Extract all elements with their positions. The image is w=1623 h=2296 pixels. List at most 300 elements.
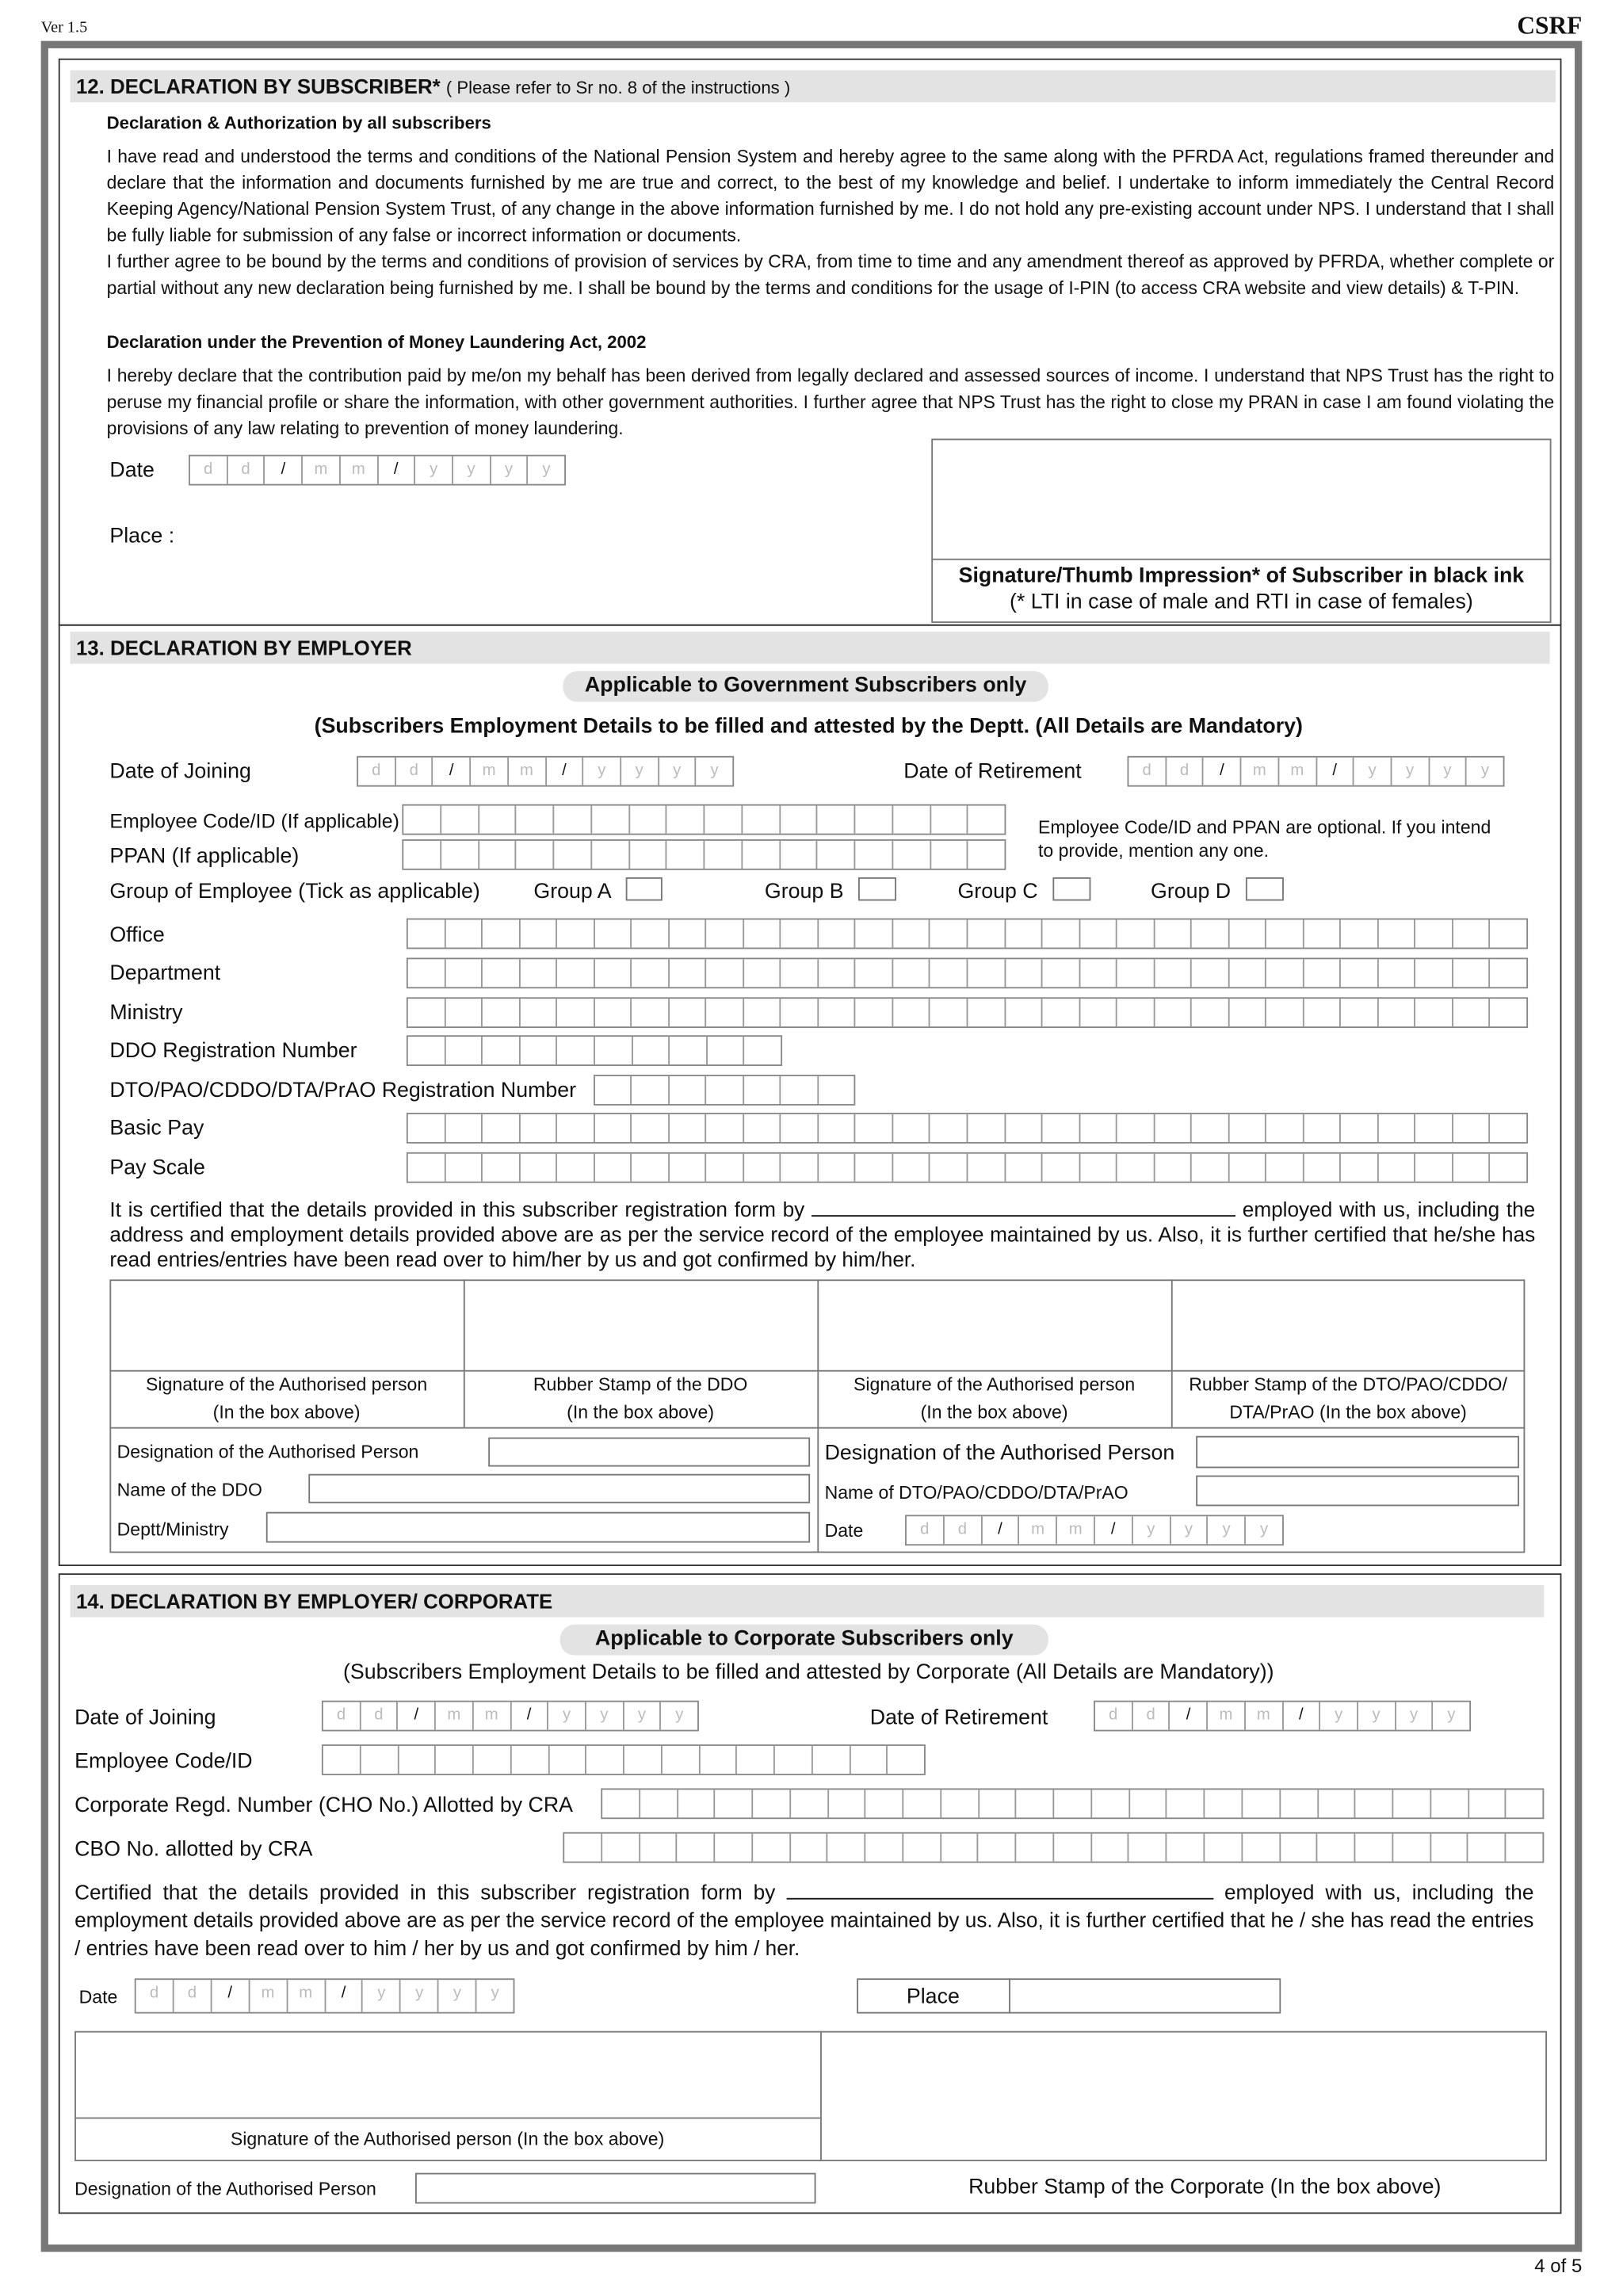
- char-cell[interactable]: [595, 1037, 632, 1064]
- char-cell[interactable]: [564, 1834, 602, 1862]
- char-cell[interactable]: [483, 999, 520, 1026]
- char-cell[interactable]: [1416, 999, 1453, 1026]
- char-cell[interactable]: [930, 959, 968, 987]
- char-cell[interactable]: [441, 841, 479, 869]
- char-cell[interactable]: [408, 959, 445, 987]
- designation-input[interactable]: [415, 2173, 816, 2204]
- dto-signature-box[interactable]: [819, 1281, 1170, 1369]
- char-cell[interactable]: [903, 1790, 941, 1817]
- employee-code-input[interactable]: [402, 804, 1006, 835]
- date-cell[interactable]: y: [453, 457, 491, 484]
- char-cell[interactable]: [1304, 999, 1341, 1026]
- char-cell[interactable]: [744, 999, 781, 1026]
- char-cell[interactable]: [780, 841, 818, 869]
- ddo-registration-input[interactable]: [407, 1035, 782, 1066]
- char-cell[interactable]: [1080, 1154, 1117, 1182]
- char-cell[interactable]: [968, 1154, 1005, 1182]
- char-cell[interactable]: [1043, 920, 1080, 948]
- dto-registration-input[interactable]: [594, 1075, 855, 1106]
- char-cell[interactable]: [1341, 999, 1378, 1026]
- char-cell[interactable]: [594, 1114, 632, 1142]
- date-cell[interactable]: /: [1170, 1702, 1208, 1730]
- char-cell[interactable]: [323, 1746, 361, 1774]
- char-cell[interactable]: [1341, 959, 1378, 987]
- char-cell[interactable]: [1155, 959, 1192, 987]
- char-cell[interactable]: [403, 806, 441, 834]
- date-cell[interactable]: y: [401, 1980, 439, 2012]
- char-cell[interactable]: [893, 999, 930, 1026]
- date-cell[interactable]: /: [546, 758, 583, 785]
- char-cell[interactable]: [445, 920, 483, 948]
- char-cell[interactable]: [483, 959, 520, 987]
- char-cell[interactable]: [517, 806, 555, 834]
- group-d-checkbox[interactable]: [1246, 877, 1284, 901]
- char-cell[interactable]: [1416, 1154, 1453, 1182]
- date-cell[interactable]: y: [584, 758, 621, 785]
- char-cell[interactable]: [1491, 920, 1526, 948]
- date-cell[interactable]: m: [473, 1702, 510, 1730]
- char-cell[interactable]: [408, 1154, 445, 1182]
- date-cell[interactable]: /: [399, 1702, 436, 1730]
- char-cell[interactable]: [1393, 1834, 1431, 1862]
- subscriber-name-blank[interactable]: [786, 1881, 1213, 1900]
- char-cell[interactable]: [1092, 1790, 1130, 1817]
- char-cell[interactable]: [474, 1746, 512, 1774]
- char-cell[interactable]: [1005, 920, 1042, 948]
- char-cell[interactable]: [737, 1746, 775, 1774]
- char-cell[interactable]: [1167, 1790, 1205, 1817]
- char-cell[interactable]: [1453, 1114, 1491, 1142]
- char-cell[interactable]: [1055, 1790, 1093, 1817]
- char-cell[interactable]: [819, 1154, 856, 1182]
- char-cell[interactable]: [520, 1154, 557, 1182]
- date-cell[interactable]: /: [511, 1702, 548, 1730]
- char-cell[interactable]: [629, 841, 667, 869]
- department-input[interactable]: [407, 957, 1528, 988]
- char-cell[interactable]: [968, 806, 1005, 834]
- date-cell[interactable]: y: [542, 460, 551, 479]
- char-cell[interactable]: [893, 1154, 930, 1182]
- char-cell[interactable]: [745, 1037, 781, 1064]
- char-cell[interactable]: [1243, 1790, 1281, 1817]
- date-cell[interactable]: y: [1260, 1520, 1269, 1538]
- char-cell[interactable]: [670, 1076, 707, 1104]
- char-cell[interactable]: [744, 1154, 781, 1182]
- char-cell[interactable]: [445, 999, 483, 1026]
- group-b-checkbox[interactable]: [858, 877, 896, 901]
- date-cell[interactable]: /: [1204, 758, 1241, 785]
- char-cell[interactable]: [1167, 1834, 1205, 1862]
- char-cell[interactable]: [1080, 959, 1117, 987]
- char-cell[interactable]: [941, 1834, 980, 1862]
- date-cell[interactable]: m: [471, 758, 508, 785]
- char-cell[interactable]: [818, 841, 856, 869]
- char-cell[interactable]: [888, 1746, 924, 1774]
- char-cell[interactable]: [865, 1834, 903, 1862]
- char-cell[interactable]: [624, 1746, 663, 1774]
- char-cell[interactable]: [640, 1790, 678, 1817]
- char-cell[interactable]: [753, 1834, 791, 1862]
- char-cell[interactable]: [1491, 1154, 1526, 1182]
- char-cell[interactable]: [707, 920, 744, 948]
- date-cell[interactable]: y: [1132, 1516, 1170, 1544]
- char-cell[interactable]: [403, 841, 441, 869]
- char-cell[interactable]: [1117, 999, 1155, 1026]
- char-cell[interactable]: [1005, 999, 1042, 1026]
- date-cell[interactable]: y: [1430, 758, 1467, 785]
- char-cell[interactable]: [361, 1746, 399, 1774]
- char-cell[interactable]: [1129, 1834, 1167, 1862]
- char-cell[interactable]: [707, 1076, 744, 1104]
- date-cell[interactable]: /: [982, 1516, 1020, 1544]
- char-cell[interactable]: [700, 1746, 738, 1774]
- char-cell[interactable]: [968, 999, 1005, 1026]
- date-cell[interactable]: d: [1167, 758, 1204, 785]
- char-cell[interactable]: [669, 1154, 706, 1182]
- char-cell[interactable]: [445, 1037, 483, 1064]
- char-cell[interactable]: [557, 999, 594, 1026]
- stamp-box[interactable]: [822, 2033, 1545, 2160]
- char-cell[interactable]: [1468, 1834, 1507, 1862]
- char-cell[interactable]: [707, 1114, 744, 1142]
- char-cell[interactable]: [828, 1790, 866, 1817]
- char-cell[interactable]: [1393, 1790, 1431, 1817]
- char-cell[interactable]: [744, 959, 781, 987]
- office-input[interactable]: [407, 919, 1528, 949]
- char-cell[interactable]: [640, 1834, 678, 1862]
- date-cell[interactable]: m: [1279, 758, 1316, 785]
- char-cell[interactable]: [1155, 999, 1192, 1026]
- char-cell[interactable]: [1229, 1154, 1266, 1182]
- date-cell[interactable]: y: [1396, 1702, 1433, 1730]
- date-cell[interactable]: m: [1057, 1516, 1095, 1544]
- date-cell[interactable]: y: [491, 457, 528, 484]
- char-cell[interactable]: [632, 999, 669, 1026]
- char-cell[interactable]: [1469, 1790, 1507, 1817]
- char-cell[interactable]: [828, 1834, 866, 1862]
- char-cell[interactable]: [1155, 1114, 1192, 1142]
- char-cell[interactable]: [1304, 959, 1341, 987]
- char-cell[interactable]: [818, 1076, 854, 1104]
- char-cell[interactable]: [744, 1076, 781, 1104]
- date-input[interactable]: [905, 1515, 1284, 1545]
- char-cell[interactable]: [715, 1834, 753, 1862]
- char-cell[interactable]: [1192, 1114, 1229, 1142]
- date-cell[interactable]: m: [1020, 1516, 1058, 1544]
- char-cell[interactable]: [554, 841, 592, 869]
- date-cell[interactable]: d: [227, 457, 265, 484]
- char-cell[interactable]: [632, 959, 669, 987]
- char-cell[interactable]: [818, 806, 856, 834]
- char-cell[interactable]: [1005, 1154, 1042, 1182]
- date-cell[interactable]: d: [361, 1702, 398, 1730]
- date-of-joining-input[interactable]: [357, 756, 734, 787]
- char-cell[interactable]: [1491, 959, 1526, 987]
- char-cell[interactable]: [1092, 1834, 1130, 1862]
- char-cell[interactable]: [744, 1114, 781, 1142]
- char-cell[interactable]: [968, 841, 1005, 869]
- char-cell[interactable]: [1378, 959, 1415, 987]
- char-cell[interactable]: [669, 959, 706, 987]
- char-cell[interactable]: [441, 806, 479, 834]
- char-cell[interactable]: [1266, 920, 1304, 948]
- char-cell[interactable]: [893, 920, 930, 948]
- char-cell[interactable]: [1192, 959, 1229, 987]
- char-cell[interactable]: [1130, 1790, 1168, 1817]
- char-cell[interactable]: [602, 1790, 640, 1817]
- char-cell[interactable]: [856, 920, 893, 948]
- char-cell[interactable]: [791, 1790, 829, 1817]
- char-cell[interactable]: [1507, 1790, 1543, 1817]
- char-cell[interactable]: [629, 806, 667, 834]
- date-cell[interactable]: /: [212, 1980, 250, 2012]
- char-cell[interactable]: [812, 1746, 850, 1774]
- deptt-input[interactable]: [266, 1512, 810, 1543]
- char-cell[interactable]: [1281, 1790, 1319, 1817]
- designation-input[interactable]: [488, 1438, 810, 1467]
- char-cell[interactable]: [781, 959, 819, 987]
- char-cell[interactable]: [557, 959, 594, 987]
- date-input[interactable]: [135, 1978, 515, 2013]
- char-cell[interactable]: [1318, 1834, 1356, 1862]
- char-cell[interactable]: [781, 920, 819, 948]
- char-cell[interactable]: [968, 959, 1005, 987]
- date-cell[interactable]: d: [1132, 1702, 1170, 1730]
- char-cell[interactable]: [707, 959, 744, 987]
- char-cell[interactable]: [1192, 920, 1229, 948]
- char-cell[interactable]: [716, 1790, 754, 1817]
- char-cell[interactable]: [479, 806, 517, 834]
- char-cell[interactable]: [557, 1114, 594, 1142]
- pay-scale-input[interactable]: [407, 1152, 1528, 1183]
- char-cell[interactable]: [1416, 959, 1453, 987]
- char-cell[interactable]: [549, 1746, 587, 1774]
- char-cell[interactable]: [893, 841, 931, 869]
- date-cell[interactable]: m: [1242, 758, 1279, 785]
- char-cell[interactable]: [408, 1037, 445, 1064]
- char-cell[interactable]: [775, 1746, 813, 1774]
- char-cell[interactable]: [667, 806, 705, 834]
- char-cell[interactable]: [903, 1834, 941, 1862]
- char-cell[interactable]: [479, 841, 517, 869]
- date-cell[interactable]: d: [1128, 758, 1166, 785]
- char-cell[interactable]: [1243, 1834, 1281, 1862]
- date-cell[interactable]: y: [363, 1980, 401, 2012]
- char-cell[interactable]: [399, 1746, 437, 1774]
- char-cell[interactable]: [1341, 920, 1378, 948]
- ministry-input[interactable]: [407, 997, 1528, 1028]
- char-cell[interactable]: [743, 806, 781, 834]
- date-cell[interactable]: /: [1283, 1702, 1320, 1730]
- char-cell[interactable]: [1266, 1154, 1304, 1182]
- char-cell[interactable]: [557, 1154, 594, 1182]
- char-cell[interactable]: [632, 1154, 669, 1182]
- char-cell[interactable]: [1229, 999, 1266, 1026]
- char-cell[interactable]: [855, 841, 893, 869]
- char-cell[interactable]: [753, 1790, 791, 1817]
- char-cell[interactable]: [1043, 1154, 1080, 1182]
- char-cell[interactable]: [1155, 1154, 1192, 1182]
- char-cell[interactable]: [819, 999, 856, 1026]
- char-cell[interactable]: [594, 1154, 632, 1182]
- date-cell[interactable]: d: [323, 1702, 361, 1730]
- char-cell[interactable]: [979, 1834, 1017, 1862]
- char-cell[interactable]: [1229, 1114, 1266, 1142]
- char-cell[interactable]: [780, 806, 818, 834]
- char-cell[interactable]: [445, 1114, 483, 1142]
- ppan-input[interactable]: [402, 839, 1006, 870]
- date-cell[interactable]: y: [415, 457, 453, 484]
- char-cell[interactable]: [558, 1037, 595, 1064]
- group-a-checkbox[interactable]: [626, 877, 663, 901]
- char-cell[interactable]: [436, 1746, 474, 1774]
- char-cell[interactable]: [1507, 1834, 1543, 1862]
- place-input[interactable]: [1010, 1980, 1279, 2012]
- date-cell[interactable]: y: [1320, 1702, 1358, 1730]
- date-cell[interactable]: d: [136, 1980, 174, 2012]
- date-cell[interactable]: y: [710, 762, 719, 780]
- char-cell[interactable]: [705, 806, 743, 834]
- char-cell[interactable]: [1080, 999, 1117, 1026]
- char-cell[interactable]: [632, 920, 669, 948]
- char-cell[interactable]: [705, 841, 743, 869]
- char-cell[interactable]: [1155, 920, 1192, 948]
- char-cell[interactable]: [594, 999, 632, 1026]
- char-cell[interactable]: [893, 959, 930, 987]
- date-cell[interactable]: m: [303, 457, 340, 484]
- char-cell[interactable]: [1043, 959, 1080, 987]
- char-cell[interactable]: [1117, 959, 1155, 987]
- char-cell[interactable]: [1491, 1114, 1526, 1142]
- ddo-name-input[interactable]: [308, 1474, 810, 1503]
- char-cell[interactable]: [941, 1790, 980, 1817]
- char-cell[interactable]: [781, 1154, 819, 1182]
- char-cell[interactable]: [1266, 1114, 1304, 1142]
- date-cell[interactable]: m: [1246, 1702, 1283, 1730]
- char-cell[interactable]: [1117, 1114, 1155, 1142]
- char-cell[interactable]: [483, 1154, 520, 1182]
- char-cell[interactable]: [1378, 1154, 1415, 1182]
- char-cell[interactable]: [1266, 959, 1304, 987]
- corporate-regd-input[interactable]: [601, 1788, 1544, 1819]
- date-cell[interactable]: d: [395, 758, 433, 785]
- char-cell[interactable]: [1453, 959, 1491, 987]
- char-cell[interactable]: [707, 999, 744, 1026]
- char-cell[interactable]: [1341, 1154, 1378, 1182]
- char-cell[interactable]: [408, 999, 445, 1026]
- ddo-signature-box[interactable]: [111, 1281, 462, 1369]
- char-cell[interactable]: [1017, 1834, 1055, 1862]
- char-cell[interactable]: [855, 806, 893, 834]
- char-cell[interactable]: [1431, 1790, 1469, 1817]
- char-cell[interactable]: [520, 920, 557, 948]
- date-cell[interactable]: y: [491, 1984, 499, 2002]
- ddo-stamp-box[interactable]: [465, 1281, 816, 1369]
- char-cell[interactable]: [632, 1114, 669, 1142]
- char-cell[interactable]: [592, 806, 630, 834]
- char-cell[interactable]: [1005, 959, 1042, 987]
- char-cell[interactable]: [930, 1114, 968, 1142]
- date-of-retirement-input[interactable]: [1127, 756, 1504, 787]
- char-cell[interactable]: [632, 1037, 670, 1064]
- date-cell[interactable]: d: [174, 1980, 212, 2012]
- char-cell[interactable]: [408, 920, 445, 948]
- char-cell[interactable]: [1491, 999, 1526, 1026]
- char-cell[interactable]: [592, 841, 630, 869]
- char-cell[interactable]: [930, 806, 968, 834]
- date-cell[interactable]: d: [358, 758, 395, 785]
- date-cell[interactable]: d: [907, 1516, 945, 1544]
- char-cell[interactable]: [1005, 1114, 1042, 1142]
- char-cell[interactable]: [662, 1746, 700, 1774]
- date-cell[interactable]: y: [624, 1702, 661, 1730]
- char-cell[interactable]: [893, 1114, 930, 1142]
- char-cell[interactable]: [632, 1076, 670, 1104]
- char-cell[interactable]: [483, 920, 520, 948]
- char-cell[interactable]: [744, 920, 781, 948]
- char-cell[interactable]: [1453, 920, 1491, 948]
- char-cell[interactable]: [708, 1037, 745, 1064]
- char-cell[interactable]: [1192, 1154, 1229, 1182]
- date-cell[interactable]: y: [1392, 758, 1429, 785]
- date-cell[interactable]: m: [1208, 1702, 1245, 1730]
- char-cell[interactable]: [557, 920, 594, 948]
- char-cell[interactable]: [554, 806, 592, 834]
- date-cell[interactable]: y: [548, 1702, 586, 1730]
- char-cell[interactable]: [980, 1790, 1018, 1817]
- date-cell[interactable]: d: [190, 457, 227, 484]
- char-cell[interactable]: [930, 999, 968, 1026]
- char-cell[interactable]: [707, 1154, 744, 1182]
- char-cell[interactable]: [1205, 1790, 1243, 1817]
- date-cell[interactable]: m: [509, 758, 546, 785]
- basic-pay-input[interactable]: [407, 1113, 1528, 1144]
- char-cell[interactable]: [790, 1834, 828, 1862]
- char-cell[interactable]: [669, 999, 706, 1026]
- char-cell[interactable]: [669, 1114, 706, 1142]
- employee-code-input[interactable]: [322, 1744, 926, 1775]
- date-cell[interactable]: y: [439, 1980, 477, 2012]
- char-cell[interactable]: [1378, 1114, 1415, 1142]
- char-cell[interactable]: [930, 920, 968, 948]
- char-cell[interactable]: [1378, 999, 1415, 1026]
- date-input[interactable]: [189, 455, 566, 486]
- char-cell[interactable]: [1080, 1114, 1117, 1142]
- char-cell[interactable]: [1043, 1114, 1080, 1142]
- char-cell[interactable]: [586, 1746, 624, 1774]
- char-cell[interactable]: [594, 920, 632, 948]
- char-cell[interactable]: [930, 1154, 968, 1182]
- date-cell[interactable]: d: [1095, 1702, 1132, 1730]
- char-cell[interactable]: [1280, 1834, 1318, 1862]
- char-cell[interactable]: [1229, 920, 1266, 948]
- char-cell[interactable]: [1304, 920, 1341, 948]
- group-c-checkbox[interactable]: [1052, 877, 1090, 901]
- char-cell[interactable]: [1453, 1154, 1491, 1182]
- char-cell[interactable]: [893, 806, 931, 834]
- char-cell[interactable]: [602, 1834, 640, 1862]
- date-cell[interactable]: /: [326, 1980, 364, 2012]
- char-cell[interactable]: [850, 1746, 888, 1774]
- subscriber-name-blank[interactable]: [812, 1198, 1235, 1217]
- char-cell[interactable]: [1266, 999, 1304, 1026]
- date-cell[interactable]: /: [265, 457, 303, 484]
- char-cell[interactable]: [520, 1114, 557, 1142]
- char-cell[interactable]: [520, 959, 557, 987]
- char-cell[interactable]: [1080, 920, 1117, 948]
- date-of-retirement-input[interactable]: [1094, 1701, 1471, 1732]
- date-cell[interactable]: y: [586, 1702, 624, 1730]
